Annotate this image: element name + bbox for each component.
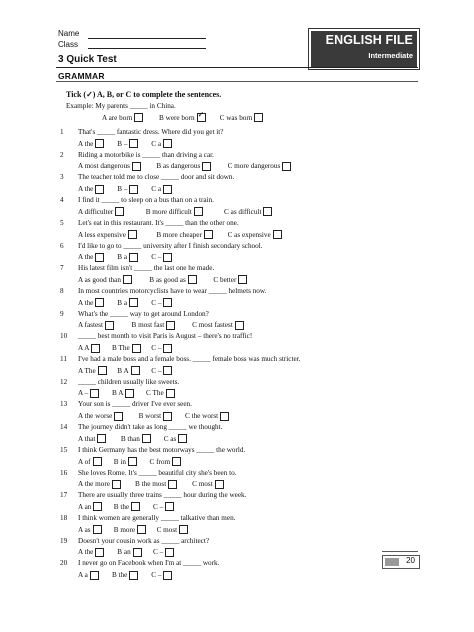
answer-option[interactable] [132, 321, 176, 330]
answer-option[interactable] [192, 480, 224, 489]
option-label: C – [151, 571, 162, 579]
option-label: C most [192, 480, 213, 489]
answer-option[interactable] [78, 412, 123, 421]
option-label: C most fastest [192, 321, 233, 330]
answer-checkbox[interactable] [134, 113, 143, 122]
option-label: A the [78, 548, 94, 557]
question-number: 5 [60, 218, 64, 227]
answer-option[interactable] [114, 457, 137, 466]
answer-option[interactable] [102, 113, 143, 122]
answer-option[interactable] [78, 480, 121, 489]
question-text: I think Germany has the best motorways _____ the world. [78, 445, 246, 454]
question-text: I'd like to go to _____ university after I finish secondary school. [78, 241, 263, 250]
option-label: A A [78, 344, 90, 352]
answer-checkbox[interactable] [133, 548, 142, 557]
answer-checkbox[interactable] [163, 412, 172, 421]
answer-option[interactable] [228, 162, 292, 171]
answer-option[interactable] [117, 185, 138, 194]
option-label: B as dangerous [156, 162, 201, 171]
answer-checkbox[interactable] [90, 389, 99, 398]
answer-checkbox[interactable] [95, 185, 104, 194]
section-divider [56, 81, 418, 82]
question-number: 12 [60, 377, 68, 386]
answer-option[interactable] [151, 185, 172, 194]
question-number: 13 [60, 400, 68, 409]
option-label: A the more [78, 480, 110, 489]
option-label: A – [78, 389, 89, 398]
answer-checkbox[interactable] [165, 548, 174, 557]
question-number: 15 [60, 445, 68, 454]
answer-option[interactable] [185, 412, 229, 421]
question-text: She loves Rome. It's _____ beautiful city she's been to. [78, 468, 237, 477]
option-label: C – [151, 344, 162, 352]
question-text: _____ children usually like sweets. [78, 377, 180, 386]
option-label: B than [120, 434, 140, 443]
question-text: I never go on Facebook when I'm at _____ work. [78, 559, 220, 568]
option-label: B more cheaper [156, 230, 202, 239]
option-label: C as [163, 434, 177, 443]
question-text: Your son is _____ driver I've ever seen. [78, 400, 192, 409]
answer-checkbox[interactable] [202, 162, 211, 171]
question-number: 1 [60, 128, 64, 136]
option-label: C more dangerous [227, 162, 281, 171]
test-title: 3 Quick Test [58, 54, 117, 65]
answer-checkbox[interactable] [163, 366, 172, 375]
option-label: B – [117, 185, 128, 194]
question-text: The teacher told me to close _____ door and sit down. [78, 173, 235, 182]
question-number: 2 [60, 150, 64, 159]
option-label: B A [112, 389, 124, 398]
answer-checkbox[interactable] [95, 253, 104, 262]
answer-checkbox[interactable] [197, 113, 206, 122]
option-label: B an [117, 548, 131, 557]
answer-checkbox[interactable] [129, 139, 138, 148]
option-label: B in [113, 457, 126, 466]
option-label: A are born [102, 113, 133, 122]
answer-checkbox[interactable] [132, 162, 141, 171]
example-sentence: Example: My parents _____ in China. [66, 102, 176, 110]
answer-option[interactable] [112, 344, 141, 353]
option-label: C the worst [185, 412, 219, 421]
answer-checkbox[interactable] [163, 139, 172, 148]
answer-checkbox[interactable] [235, 321, 244, 330]
option-label: C – [151, 298, 162, 307]
answer-checkbox[interactable] [179, 525, 188, 534]
answer-checkbox[interactable] [112, 480, 121, 489]
answer-checkbox[interactable] [263, 207, 272, 216]
option-label: C better [213, 275, 237, 284]
question-text: The journey didn't take as long _____ we thought. [78, 423, 223, 432]
option-label: A The [78, 366, 96, 375]
answer-option[interactable] [117, 253, 138, 262]
class-field[interactable] [88, 48, 206, 49]
answer-checkbox[interactable] [125, 389, 134, 398]
answer-option[interactable] [114, 502, 140, 511]
answer-checkbox[interactable] [95, 139, 104, 148]
answer-option[interactable] [228, 230, 282, 239]
question-number: 18 [60, 513, 68, 522]
page-number: 20 [406, 556, 415, 565]
option-label: A the [78, 185, 94, 194]
option-label: B the most [135, 480, 167, 489]
question-number: 7 [60, 264, 64, 273]
option-label: B most fast [131, 321, 165, 330]
option-label: B A [117, 366, 129, 375]
answer-checkbox[interactable] [215, 480, 224, 489]
answer-checkbox[interactable] [93, 525, 102, 534]
answer-option[interactable] [78, 344, 100, 353]
title-divider [56, 67, 418, 68]
option-label: B The [112, 344, 130, 352]
option-label: A an [78, 502, 92, 511]
question-number: 6 [60, 241, 64, 250]
answer-checkbox[interactable] [115, 207, 124, 216]
answer-checkbox[interactable] [128, 230, 137, 239]
answer-checkbox[interactable] [129, 253, 138, 262]
answer-checkbox[interactable] [166, 321, 175, 330]
option-label: A the [78, 139, 94, 148]
answer-option[interactable] [78, 275, 132, 284]
answer-option[interactable] [78, 298, 104, 307]
option-label: C The [146, 389, 164, 398]
option-label: B more [113, 525, 136, 534]
option-label: B the [112, 571, 128, 579]
answer-checkbox[interactable] [168, 480, 177, 489]
answer-checkbox[interactable] [220, 412, 229, 421]
answer-checkbox[interactable] [93, 457, 102, 466]
answer-checkbox[interactable] [98, 366, 107, 375]
answer-checkbox[interactable] [97, 434, 106, 443]
instruction: Tick (✓) A, B, or C to complete the sentences. [66, 90, 222, 99]
option-label: B as good as [149, 275, 186, 284]
question-number: 14 [60, 423, 68, 432]
question-number: 11 [60, 355, 67, 363]
answer-option[interactable] [135, 480, 177, 489]
option-label: B a [117, 298, 128, 307]
answer-option[interactable] [78, 502, 102, 511]
answer-option[interactable] [151, 344, 172, 353]
option-label: B worst [138, 412, 162, 421]
question-text: What's the _____ way to get around London? [78, 309, 209, 318]
question-text: His latest film isn't _____ the last one he made. [78, 264, 215, 273]
question-text: Riding a motorbike is _____ than driving a car. [78, 150, 214, 159]
answer-option[interactable] [78, 525, 102, 534]
option-label: C most [156, 525, 178, 534]
question-text: Doesn't your cousin work as _____ architect? [78, 536, 210, 545]
answer-checkbox[interactable] [163, 344, 172, 353]
brand-title: ENGLISH FILE [325, 33, 413, 47]
answer-checkbox[interactable] [132, 344, 141, 353]
option-label: C a [151, 185, 162, 194]
answer-checkbox[interactable] [93, 502, 102, 511]
answer-option[interactable] [78, 434, 106, 443]
option-label: A as good than [78, 275, 121, 284]
answer-checkbox[interactable] [105, 321, 114, 330]
answer-option[interactable] [78, 571, 99, 580]
option-label: C – [153, 502, 164, 511]
answer-checkbox[interactable] [91, 344, 100, 353]
answer-checkbox[interactable] [165, 502, 174, 511]
answer-checkbox[interactable] [163, 185, 172, 194]
question-text: I find it _____ to sleep on a bus than on a train. [78, 196, 214, 205]
option-label: C was born [219, 113, 253, 122]
answer-checkbox[interactable] [188, 275, 197, 284]
answer-checkbox[interactable] [166, 389, 175, 398]
option-label: A the [78, 298, 94, 307]
answer-option[interactable] [157, 525, 189, 534]
answer-checkbox[interactable] [95, 548, 104, 557]
answer-option[interactable] [78, 230, 137, 239]
section-heading: GRAMMAR [58, 71, 105, 81]
answer-checkbox[interactable] [238, 275, 247, 284]
question-number: 10 [60, 332, 68, 341]
question-text: I think women are generally _____ talkative than men. [78, 513, 236, 522]
answer-option[interactable] [164, 434, 188, 443]
question-number: 9 [60, 309, 64, 318]
answer-checkbox[interactable] [128, 457, 137, 466]
option-label: A fastest [78, 321, 103, 330]
answer-option[interactable] [78, 389, 99, 398]
option-label: C as expensive [227, 230, 271, 239]
answer-checkbox[interactable] [163, 571, 172, 580]
answer-checkbox[interactable] [90, 571, 99, 580]
option-label: B were born [159, 113, 195, 122]
answer-option[interactable] [78, 548, 104, 557]
answer-option[interactable] [151, 571, 172, 580]
question-number: 3 [60, 173, 64, 182]
option-label: B the [113, 502, 130, 511]
question-text: _____ best month to visit Paris is August – there's no traffic! [78, 332, 253, 341]
answer-option[interactable] [156, 230, 213, 239]
question-number: 8 [60, 286, 64, 295]
option-label: B – [117, 139, 128, 148]
answer-checkbox[interactable] [142, 434, 151, 443]
option-label: B a [117, 253, 128, 262]
question-text: That's _____ fantastic dress. Where did you get it? [78, 128, 224, 136]
answer-checkbox[interactable] [129, 298, 138, 307]
answer-option[interactable] [112, 389, 134, 398]
option-label: A less expensive [78, 230, 126, 239]
option-label: C a [151, 139, 162, 148]
name-field[interactable] [88, 38, 206, 39]
option-label: C – [153, 548, 164, 557]
answer-option[interactable] [150, 457, 182, 466]
answer-option[interactable] [151, 139, 172, 148]
question-text: Let's eat in this restaurant. It's _____ than the other one. [78, 218, 239, 227]
option-label: A difficulter [78, 207, 114, 216]
answer-checkbox[interactable] [163, 253, 172, 262]
answer-option[interactable] [149, 275, 197, 284]
answer-checkbox[interactable] [254, 113, 263, 122]
answer-checkbox[interactable] [114, 412, 123, 421]
question-text: I've had a male boss and a female boss. _____ female boss was much stricter. [78, 355, 301, 363]
class-label: Class [58, 40, 79, 49]
option-label: A of [78, 457, 91, 466]
answer-option[interactable] [213, 275, 247, 284]
question-text: There are usually three trains _____ hour during the week. [78, 491, 247, 500]
answer-option[interactable] [146, 389, 175, 398]
name-label: Name [58, 29, 80, 38]
question-number: 19 [60, 536, 68, 545]
answer-checkbox[interactable] [137, 525, 146, 534]
answer-option[interactable] [159, 113, 206, 122]
answer-checkbox[interactable] [123, 275, 132, 284]
page-number-box [382, 555, 420, 569]
answer-option[interactable] [117, 139, 138, 148]
option-label: C as difficult [224, 207, 262, 216]
option-label: A that [78, 434, 96, 443]
option-label: C – [151, 366, 162, 375]
answer-checkbox[interactable] [131, 366, 140, 375]
answer-option[interactable] [78, 185, 104, 194]
option-label: A a [78, 571, 88, 579]
answer-checkbox[interactable] [204, 230, 213, 239]
answer-option[interactable] [146, 207, 203, 216]
answer-checkbox[interactable] [129, 185, 138, 194]
option-label: A the worse [78, 412, 113, 421]
option-label: B more difficult [145, 207, 192, 216]
answer-checkbox[interactable] [129, 571, 138, 580]
option-label: A most dangerous [78, 162, 130, 171]
answer-option[interactable] [156, 162, 211, 171]
answer-option[interactable] [78, 321, 114, 330]
answer-option[interactable] [192, 321, 244, 330]
option-label: C from [149, 457, 171, 466]
answer-option[interactable] [153, 502, 174, 511]
question-number: 4 [60, 196, 64, 205]
answer-option[interactable] [78, 253, 104, 262]
answer-checkbox[interactable] [178, 434, 187, 443]
answer-option[interactable] [153, 548, 174, 557]
footer-divider [382, 551, 418, 552]
option-label: C – [151, 253, 162, 262]
answer-option[interactable] [139, 412, 173, 421]
answer-option[interactable] [117, 548, 141, 557]
answer-option[interactable] [117, 366, 139, 375]
answer-option[interactable] [112, 571, 138, 580]
answer-option[interactable] [121, 434, 151, 443]
question-number: 20 [60, 559, 68, 568]
answer-option[interactable] [224, 207, 272, 216]
answer-option[interactable] [151, 298, 172, 307]
answer-checkbox[interactable] [273, 230, 282, 239]
question-text: In most countries motorcyclists have to wear _____ helmets now. [78, 286, 267, 295]
answer-option[interactable] [220, 113, 264, 122]
option-label: A as [78, 525, 91, 534]
brand-logo [308, 28, 420, 70]
answer-checkbox[interactable] [131, 502, 140, 511]
answer-option[interactable] [114, 525, 146, 534]
answer-option[interactable] [78, 162, 141, 171]
answer-checkbox[interactable] [194, 207, 203, 216]
option-label: A the [78, 253, 94, 262]
answer-checkbox[interactable] [163, 298, 172, 307]
answer-option[interactable] [151, 366, 172, 375]
question-number: 16 [60, 468, 68, 477]
answer-option[interactable] [78, 366, 107, 375]
brand-subtitle: Intermediate [368, 51, 413, 60]
answer-checkbox[interactable] [95, 298, 104, 307]
answer-checkbox[interactable] [282, 162, 291, 171]
question-number: 17 [60, 491, 68, 500]
answer-option[interactable] [117, 298, 138, 307]
answer-option[interactable] [78, 139, 104, 148]
answer-option[interactable] [151, 253, 172, 262]
answer-option[interactable] [78, 457, 102, 466]
answer-checkbox[interactable] [172, 457, 181, 466]
answer-option[interactable] [78, 207, 124, 216]
